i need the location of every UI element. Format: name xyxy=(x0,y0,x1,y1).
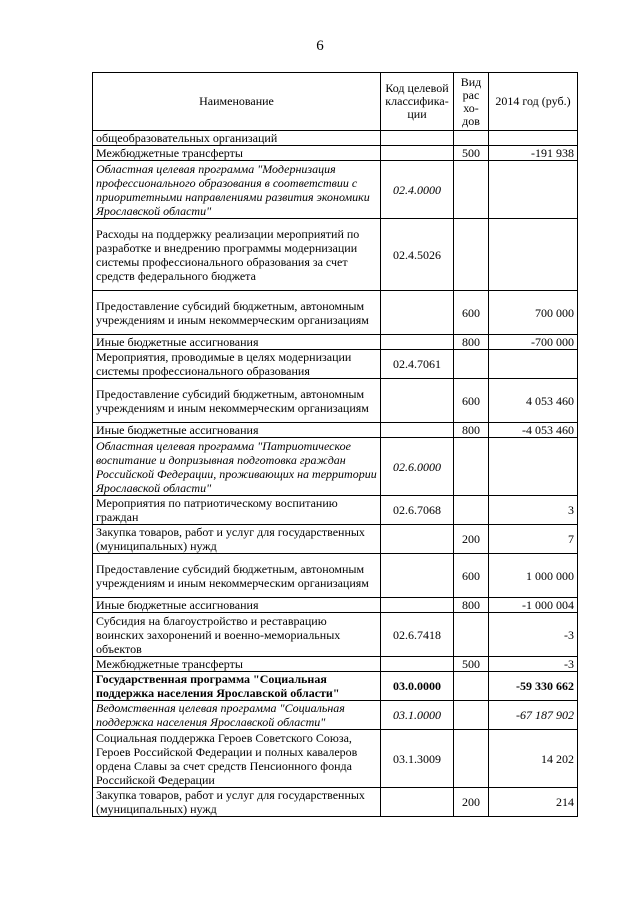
row-name: Закупка товаров, работ и услуг для государственных (муниципальных) нужд xyxy=(93,525,381,554)
table-row xyxy=(93,657,578,672)
row-type xyxy=(454,730,489,788)
row-code: 02.4.5026 xyxy=(381,219,454,291)
row-type xyxy=(454,701,489,730)
row-amount: -4 053 460 xyxy=(489,423,578,438)
row-type xyxy=(454,496,489,525)
row-name: Иные бюджетные ассигнования xyxy=(93,423,381,438)
row-code: 02.4.7061 xyxy=(381,350,454,379)
row-code xyxy=(381,598,454,613)
row-code: 03.0.0000 xyxy=(381,672,454,701)
row-code: 02.6.0000 xyxy=(381,438,454,496)
table-row xyxy=(93,146,578,161)
row-name: Межбюджетные трансферты xyxy=(93,657,381,672)
row-amount: 7 xyxy=(489,525,578,554)
row-type xyxy=(454,161,489,219)
table-row xyxy=(93,672,578,701)
row-code xyxy=(381,131,454,146)
row-amount: 214 xyxy=(489,788,578,817)
row-amount xyxy=(489,219,578,291)
header-name: Наименование xyxy=(93,73,381,131)
header-type: Вид рас хо-дов xyxy=(454,73,489,131)
row-type: 200 xyxy=(454,788,489,817)
row-amount: -191 938 xyxy=(489,146,578,161)
row-type xyxy=(454,672,489,701)
row-code xyxy=(381,788,454,817)
row-amount xyxy=(489,131,578,146)
row-code xyxy=(381,379,454,423)
row-code xyxy=(381,146,454,161)
row-type xyxy=(454,131,489,146)
table-row xyxy=(93,598,578,613)
row-amount: -3 xyxy=(489,613,578,657)
table-header-row xyxy=(93,73,578,131)
page-number: 6 xyxy=(316,38,324,54)
row-name: Мероприятия, проводимые в целях модернизации системы профессионального образования xyxy=(93,350,381,379)
row-name: Субсидия на благоустройство и реставрацию воинских захоронений и военно-мемориальных объектов xyxy=(93,613,381,657)
row-code: 02.6.7418 xyxy=(381,613,454,657)
row-code: 03.1.3009 xyxy=(381,730,454,788)
row-type: 800 xyxy=(454,423,489,438)
row-code xyxy=(381,335,454,350)
header-amount: 2014 год (руб.) xyxy=(489,73,578,131)
table-row xyxy=(93,701,578,730)
table-row xyxy=(93,161,578,219)
row-type: 800 xyxy=(454,598,489,613)
row-code xyxy=(381,525,454,554)
table-row xyxy=(93,554,578,598)
budget-table xyxy=(92,72,578,817)
table-body xyxy=(93,131,578,817)
row-name: общеобразовательных организаций xyxy=(93,131,381,146)
table-row xyxy=(93,613,578,657)
header-code: Код целевой классифика-ции xyxy=(381,73,454,131)
table-row xyxy=(93,379,578,423)
row-name: Предоставление субсидий бюджетным, автономным учреждениям и иным некоммерческим организациям xyxy=(93,554,381,598)
row-name: Предоставление субсидий бюджетным, автономным учреждениям и иным некоммерческим организациям xyxy=(93,379,381,423)
row-amount: -700 000 xyxy=(489,335,578,350)
row-type xyxy=(454,438,489,496)
row-amount: -1 000 004 xyxy=(489,598,578,613)
row-type xyxy=(454,219,489,291)
table-row xyxy=(93,525,578,554)
row-type: 600 xyxy=(454,291,489,335)
row-type: 800 xyxy=(454,335,489,350)
table-row xyxy=(93,423,578,438)
row-name: Расходы на поддержку реализации мероприятий по разработке и внедрению программы модернизации системы профессионального образования за счет средств федерального бюджета xyxy=(93,219,381,291)
table-row xyxy=(93,335,578,350)
row-amount: 4 053 460 xyxy=(489,379,578,423)
row-name: Государственная программа "Социальная поддержка населения Ярославской области" xyxy=(93,672,381,701)
row-name: Межбюджетные трансферты xyxy=(93,146,381,161)
row-amount: -67 187 902 xyxy=(489,701,578,730)
row-amount: 700 000 xyxy=(489,291,578,335)
row-type: 600 xyxy=(454,379,489,423)
row-type: 500 xyxy=(454,146,489,161)
row-name: Областная целевая программа "Модернизация профессионального образования в соответствии с приоритетными направлениями развития экономики Ярославской области" xyxy=(93,161,381,219)
row-name: Мероприятия по патриотическому воспитанию граждан xyxy=(93,496,381,525)
row-amount: 1 000 000 xyxy=(489,554,578,598)
row-amount xyxy=(489,161,578,219)
row-amount xyxy=(489,438,578,496)
table-row xyxy=(93,350,578,379)
row-code xyxy=(381,657,454,672)
table-row xyxy=(93,438,578,496)
row-name: Социальная поддержка Героев Советского Союза, Героев Российской Федерации и полных кавалеров ордена Славы за счет средств Пенсионного фонда Российской Федерации xyxy=(93,730,381,788)
row-name: Предоставление субсидий бюджетным, автономным учреждениям и иным некоммерческим организациям xyxy=(93,291,381,335)
row-code: 02.4.0000 xyxy=(381,161,454,219)
row-name: Иные бюджетные ассигнования xyxy=(93,598,381,613)
row-name: Областная целевая программа "Патриотическое воспитание и допризывная подготовка граждан Российской Федерации, проживающих на территории Ярославской области" xyxy=(93,438,381,496)
row-amount: -3 xyxy=(489,657,578,672)
row-code xyxy=(381,554,454,598)
row-name: Ведомственная целевая программа "Социальная поддержка населения Ярославской области" xyxy=(93,701,381,730)
row-type xyxy=(454,613,489,657)
table-row xyxy=(93,131,578,146)
row-amount: -59 330 662 xyxy=(489,672,578,701)
row-type: 600 xyxy=(454,554,489,598)
row-name: Закупка товаров, работ и услуг для государственных (муниципальных) нужд xyxy=(93,788,381,817)
row-name: Иные бюджетные ассигнования xyxy=(93,335,381,350)
row-amount: 14 202 xyxy=(489,730,578,788)
table-row xyxy=(93,496,578,525)
row-type: 200 xyxy=(454,525,489,554)
table-row xyxy=(93,788,578,817)
row-type xyxy=(454,350,489,379)
row-code xyxy=(381,291,454,335)
table-row xyxy=(93,219,578,291)
table-row xyxy=(93,291,578,335)
row-type: 500 xyxy=(454,657,489,672)
table-row xyxy=(93,730,578,788)
row-amount xyxy=(489,350,578,379)
row-code: 02.6.7068 xyxy=(381,496,454,525)
row-code xyxy=(381,423,454,438)
row-code: 03.1.0000 xyxy=(381,701,454,730)
row-amount: 3 xyxy=(489,496,578,525)
